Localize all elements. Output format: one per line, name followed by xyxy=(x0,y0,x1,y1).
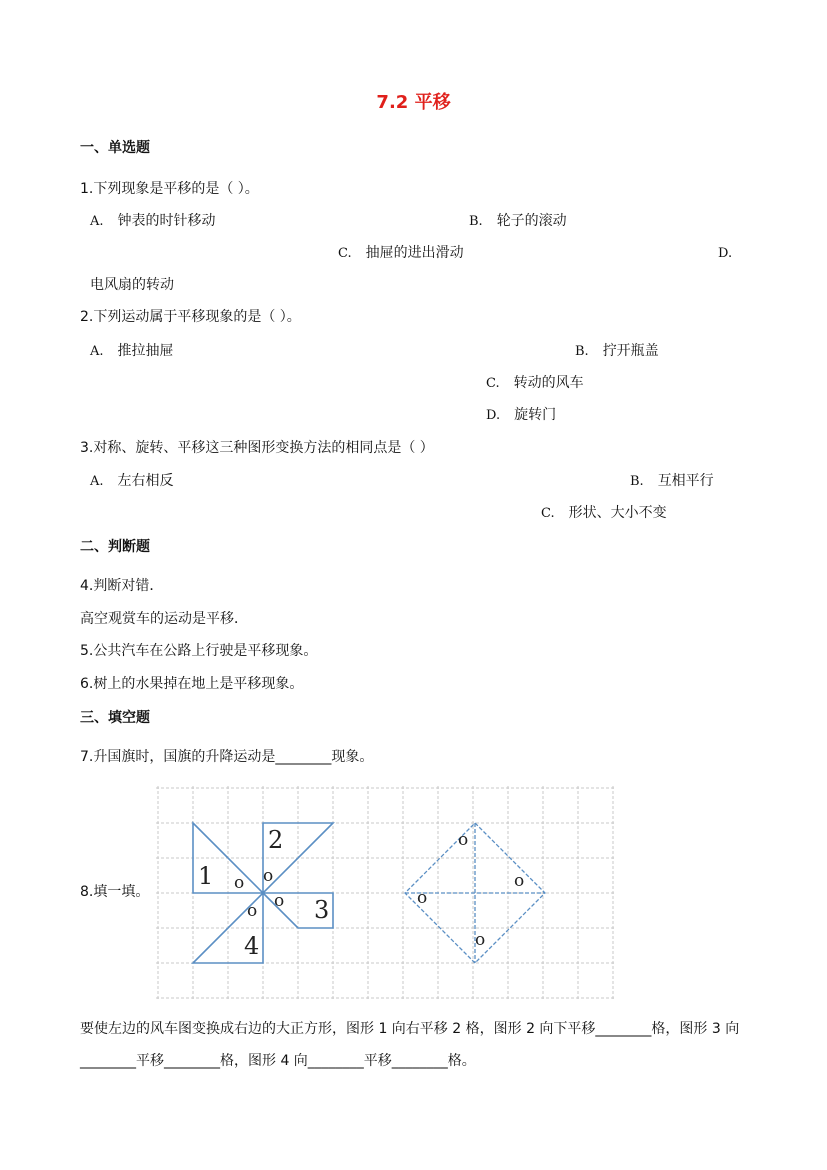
pivot-mark-4: o xyxy=(247,901,258,921)
option-text: 形状、大小不变 xyxy=(568,505,667,521)
question-4-stem: 4.判断对错． xyxy=(80,578,164,594)
question-3-stem: 3.对称、旋转、平移这三种图形变换方法的相同点是（ ） xyxy=(80,440,434,456)
option-key: B. xyxy=(630,474,644,489)
option-key: C. xyxy=(338,246,352,261)
option-text: 互相平行 xyxy=(657,473,714,489)
q2-option-d[interactable] xyxy=(486,406,556,425)
section-heading-fill-blank: 三、填空题 xyxy=(80,710,150,726)
q1-option-a[interactable] xyxy=(90,212,216,231)
question-5-stem: 5.公共汽车在公路上行驶是平移现象。 xyxy=(80,643,318,659)
q3-option-c[interactable] xyxy=(541,504,667,523)
q2-option-a[interactable] xyxy=(90,342,174,361)
square-mark-2: o xyxy=(514,871,525,891)
question-8-instruction-line-1: 要使左边的风车图变换成右边的大正方形，图形 1 向右平移 2 格，图形 2 向下平移________格，图形 3 向 xyxy=(80,1021,740,1037)
q2-option-b[interactable] xyxy=(575,342,659,361)
option-key: C. xyxy=(541,506,555,521)
option-text: 轮子的滚动 xyxy=(496,213,567,229)
option-text: 推拉抽屉 xyxy=(117,343,174,359)
pivot-mark-2: o xyxy=(263,866,274,886)
pivot-mark-3: o xyxy=(274,891,285,911)
q1-option-c[interactable] xyxy=(338,244,464,263)
q1-option-d-text[interactable]: 电风扇的转动 xyxy=(90,277,174,293)
option-key: C. xyxy=(486,376,500,391)
question-6-stem: 6.树上的水果掉在地上是平移现象。 xyxy=(80,676,304,692)
option-key: D. xyxy=(718,246,733,261)
question-7-stem: 7.升国旗时，国旗的升降运动是________现象。 xyxy=(80,749,374,765)
question-8-instruction-line-2: ________平移________格，图形 4 向________平移________格。 xyxy=(80,1053,476,1069)
q3-option-b[interactable] xyxy=(630,472,714,491)
q2-option-c[interactable] xyxy=(486,374,584,393)
option-text: 转动的风车 xyxy=(513,375,584,391)
page-title: 7.2 平移 xyxy=(376,92,451,113)
q1-option-b[interactable] xyxy=(469,212,567,231)
pinwheel-shapes xyxy=(193,823,333,963)
section-heading-single-choice: 一、单选题 xyxy=(80,140,150,156)
q1-option-d-key[interactable] xyxy=(718,244,746,263)
option-key: A. xyxy=(90,214,104,229)
option-key: A. xyxy=(90,474,104,489)
option-key: B. xyxy=(575,344,589,359)
question-8-stem: 8.填一填。 xyxy=(80,884,150,900)
option-key: D. xyxy=(486,408,501,423)
square-mark-3: o xyxy=(417,888,428,908)
option-text: 拧开瓶盖 xyxy=(602,343,659,359)
q3-option-a[interactable] xyxy=(90,472,174,491)
pivot-mark-1: o xyxy=(234,873,245,893)
figure-label-3: 3 xyxy=(314,896,330,924)
square-mark-1: o xyxy=(458,830,469,850)
square-mark-4: o xyxy=(475,930,486,950)
option-text: 钟表的时针移动 xyxy=(117,213,216,229)
figure-label-4: 4 xyxy=(244,932,260,960)
option-text: 左右相反 xyxy=(117,473,174,489)
option-key: A. xyxy=(90,344,104,359)
option-text: 旋转门 xyxy=(514,407,557,423)
question-2-stem: 2.下列运动属于平移现象的是（ ）。 xyxy=(80,309,301,325)
question-1-stem: 1.下列现象是平移的是（ ）。 xyxy=(80,181,259,197)
option-key: B. xyxy=(469,214,483,229)
section-heading-true-false: 二、判断题 xyxy=(80,539,150,555)
option-text: 抽屉的进出滑动 xyxy=(365,245,464,261)
figure-label-2: 2 xyxy=(268,826,284,854)
question-4-statement: 高空观赏车的运动是平移． xyxy=(80,611,248,627)
figure-label-1: 1 xyxy=(198,862,214,890)
pinwheel-grid-figure xyxy=(150,782,620,1004)
